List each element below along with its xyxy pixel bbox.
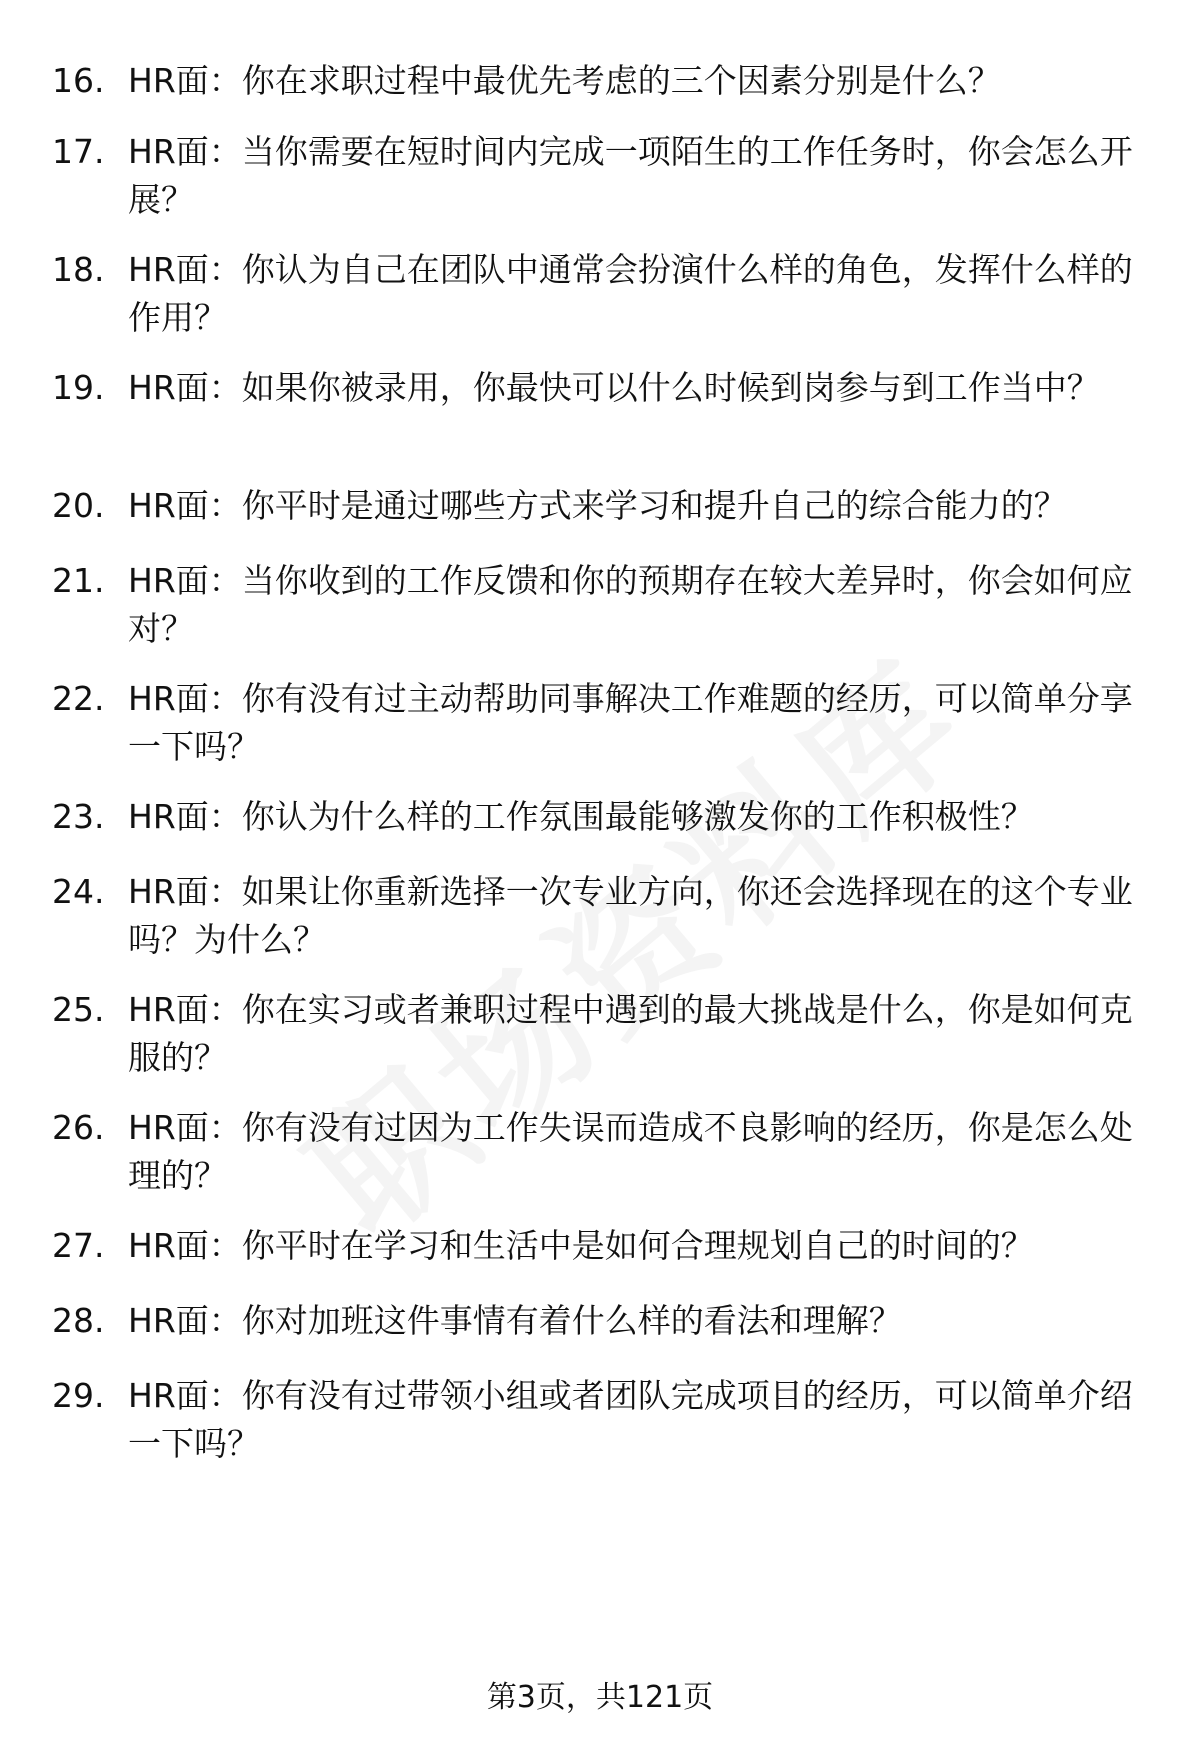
question-text: HR面：你有没有过因为工作失误而造成不良影响的经历，你是怎么处理的？ <box>128 1108 1133 1195</box>
question-text: HR面：你有没有过带领小组或者团队完成项目的经历，可以简单介绍一下吗？ <box>128 1376 1133 1463</box>
question-text: HR面：你在求职过程中最优先考虑的三个因素分别是什么？ <box>128 61 1001 100</box>
question-number: 26. <box>52 1108 105 1147</box>
question-number: 23. <box>52 797 105 836</box>
question-number: 27. <box>52 1226 105 1265</box>
question-number: 21. <box>52 561 105 600</box>
question-text: HR面：当你收到的工作反馈和你的预期存在较大差异时，你会如何应对？ <box>128 561 1133 648</box>
question-text: HR面：你平时在学习和生活中是如何合理规划自己的时间的？ <box>128 1226 1034 1265</box>
question-text: HR面：你认为什么样的工作氛围最能够激发你的工作积极性？ <box>128 797 1034 836</box>
question-text: HR面：你认为自己在团队中通常会扮演什么样的角色，发挥什么样的作用？ <box>128 250 1133 337</box>
question-number: 19. <box>52 368 105 407</box>
question-text: HR面：如果你被录用，你最快可以什么时候到岗参与到工作当中？ <box>128 368 1100 407</box>
question-number: 24. <box>52 872 105 911</box>
question-text: HR面：如果让你重新选择一次专业方向，你还会选择现在的这个专业吗？为什么？ <box>128 872 1133 959</box>
question-text: HR面：你平时是通过哪些方式来学习和提升自己的综合能力的？ <box>128 486 1067 525</box>
question-number: 28. <box>52 1301 105 1340</box>
question-number: 18. <box>52 250 105 289</box>
question-number: 29. <box>52 1376 105 1415</box>
question-text: HR面：你对加班这件事情有着什么样的看法和理解？ <box>128 1301 902 1340</box>
question-number: 20. <box>52 486 105 525</box>
question-text: HR面：你有没有过主动帮助同事解决工作难题的经历，可以简单分享一下吗？ <box>128 679 1133 766</box>
question-text: HR面：当你需要在短时间内完成一项陌生的工作任务时，你会怎么开展？ <box>128 132 1133 219</box>
question-number: 22. <box>52 679 105 718</box>
question-number: 17. <box>52 132 105 171</box>
question-number: 16. <box>52 61 105 100</box>
question-number: 25. <box>52 990 105 1029</box>
page-number-footer: 第3页，共121页 <box>486 1680 714 1715</box>
question-text: HR面：你在实习或者兼职过程中遇到的最大挑战是什么，你是如何克服的？ <box>128 990 1133 1077</box>
